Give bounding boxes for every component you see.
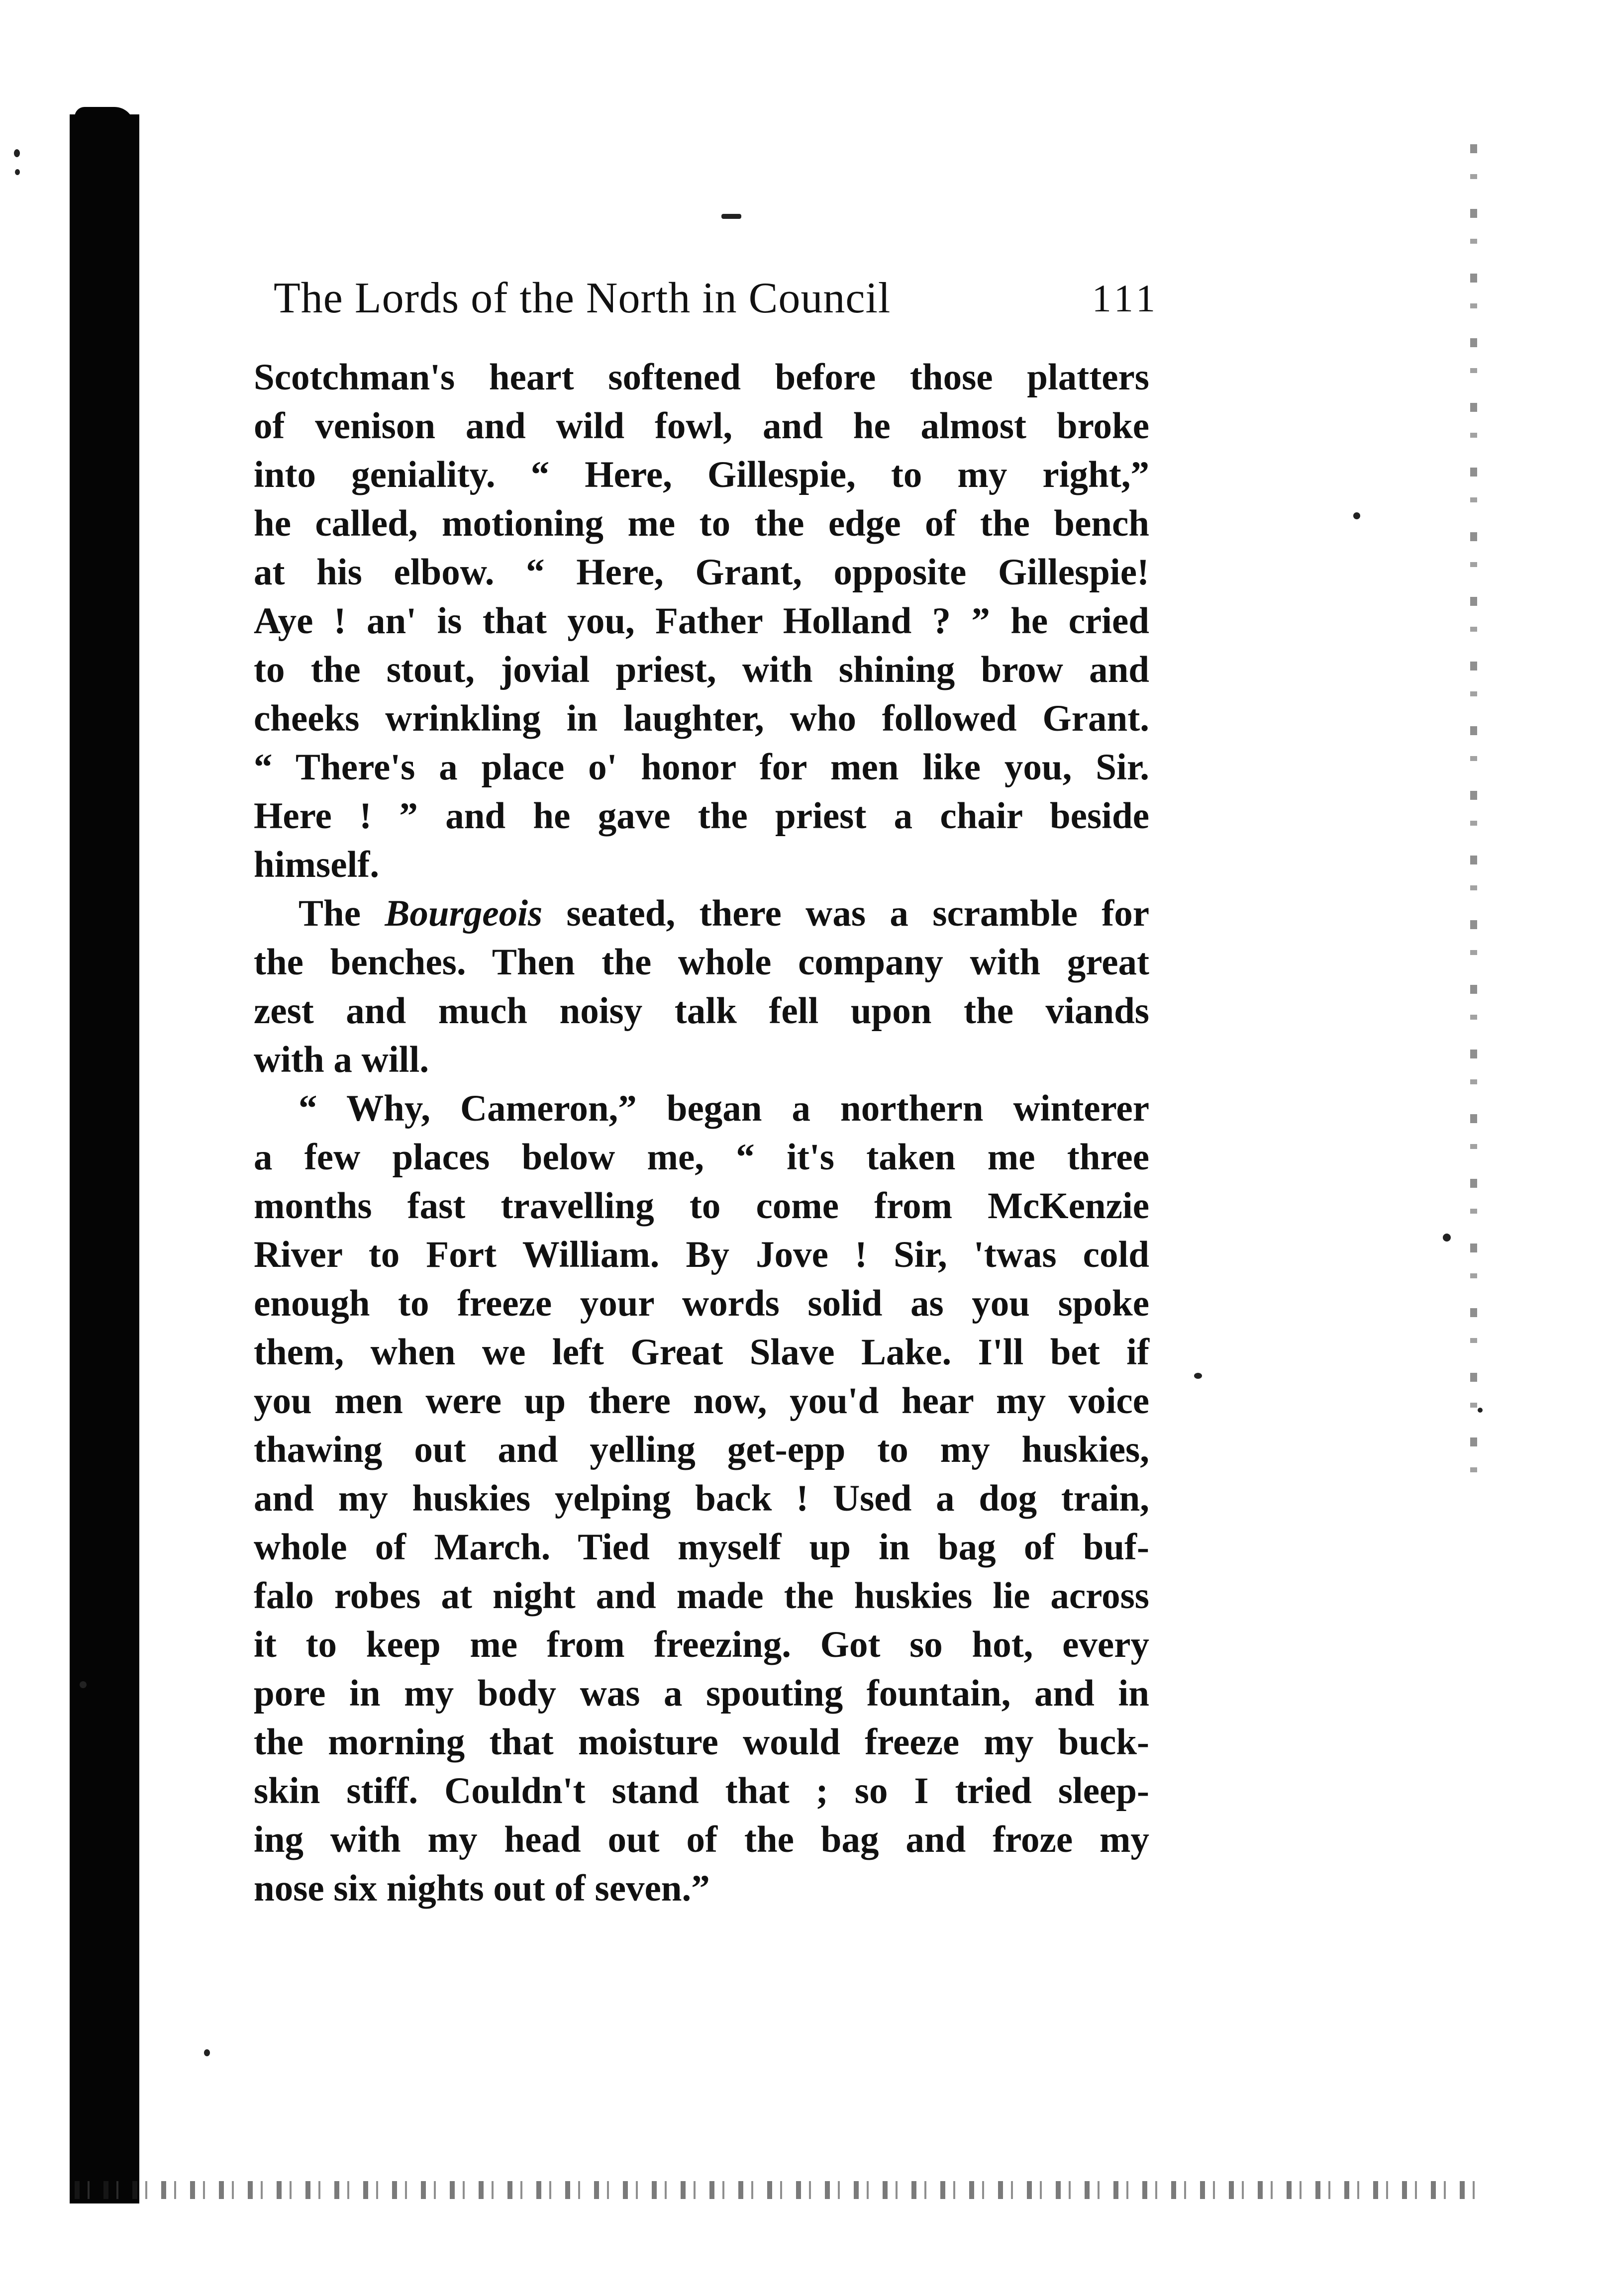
text-line: himself. (254, 844, 380, 885)
paragraph-start-line (254, 889, 1149, 938)
text-line: into geniality. “ Here, Gillespie, to my right,” (254, 454, 1149, 495)
text-line: “ There's a place o' honor for men like you, Sir. (254, 747, 1149, 788)
binding-edge (70, 114, 139, 2203)
text-line-rest: seated, there was a scramble for (566, 893, 1149, 934)
text-line: skin stiff. Couldn't stand that ; so I tried sleep- (254, 1770, 1149, 1812)
paragraph-lead-word: The (299, 893, 361, 934)
speck (15, 169, 20, 175)
page-number: 111 (1092, 277, 1159, 320)
text-line: ing with my head out of the bag and froze my (254, 1819, 1149, 1860)
speck (721, 214, 741, 219)
text-line: Aye ! an' is that you, Father Holland ? ” he cried (254, 600, 1149, 642)
text-line: thawing out and yelling get-epp to my huskies, (254, 1429, 1149, 1470)
text-line: the morning that moisture would freeze my buck- (254, 1722, 1149, 1763)
text-line: enough to freeze your words solid as you spoke (254, 1283, 1149, 1324)
text-line: the benches. Then the whole company with great (254, 942, 1149, 983)
text-line: whole of March. Tied myself up in bag of buf- (254, 1527, 1149, 1568)
text-line: it to keep me from freezing. Got so hot, every (254, 1624, 1149, 1665)
speck (204, 2049, 210, 2056)
text-line: cheeks wrinkling in laughter, who followed Grant. (254, 698, 1149, 739)
text-line: falo robes at night and made the huskies lie across (254, 1575, 1149, 1617)
italic-word: Bourgeois (385, 893, 543, 934)
text-line: nose six nights out of seven.” (254, 1868, 710, 1909)
text-line: of venison and wild fowl, and he almost broke (254, 405, 1149, 447)
running-header (274, 271, 1159, 326)
running-title: The Lords of the North in Council (274, 274, 891, 322)
text-line: at his elbow. “ Here, Grant, opposite Gillespie! (254, 552, 1149, 593)
text-line: months fast travelling to come from McKenzie (254, 1185, 1149, 1227)
text-line: Here ! ” and he gave the priest a chair beside (254, 795, 1149, 837)
text-line: a few places below me, “ it's taken me three (254, 1137, 1149, 1178)
text-line: them, when we left Great Slave Lake. I'll bet if (254, 1332, 1149, 1373)
speck (80, 1681, 87, 1688)
speck (14, 149, 20, 157)
speck (1478, 1408, 1483, 1413)
text-line: and my huskies yelping back ! Used a dog train, (254, 1478, 1149, 1519)
text-line: River to Fort William. By Jove ! Sir, 'twas cold (254, 1234, 1149, 1275)
text-line: to the stout, jovial priest, with shining brow and (254, 649, 1149, 690)
speck (1194, 1373, 1202, 1379)
body-text (254, 353, 1149, 1913)
text-line: Scotchman's heart softened before those platters (254, 357, 1149, 398)
speck (1443, 1234, 1451, 1242)
text-line: “ Why, Cameron,” began a northern winterer (299, 1088, 1149, 1129)
scan-streak (1470, 144, 1477, 1487)
speck (1353, 512, 1360, 519)
text-line: pore in my body was a spouting fountain, and in (254, 1673, 1149, 1714)
text-line: with a will. (254, 1039, 429, 1080)
page-bottom-edge (75, 2181, 1478, 2199)
text-line: you men were up there now, you'd hear my voice (254, 1380, 1149, 1422)
text-line: zest and much noisy talk fell upon the viands (254, 990, 1149, 1032)
text-line: he called, motioning me to the edge of the bench (254, 503, 1149, 544)
